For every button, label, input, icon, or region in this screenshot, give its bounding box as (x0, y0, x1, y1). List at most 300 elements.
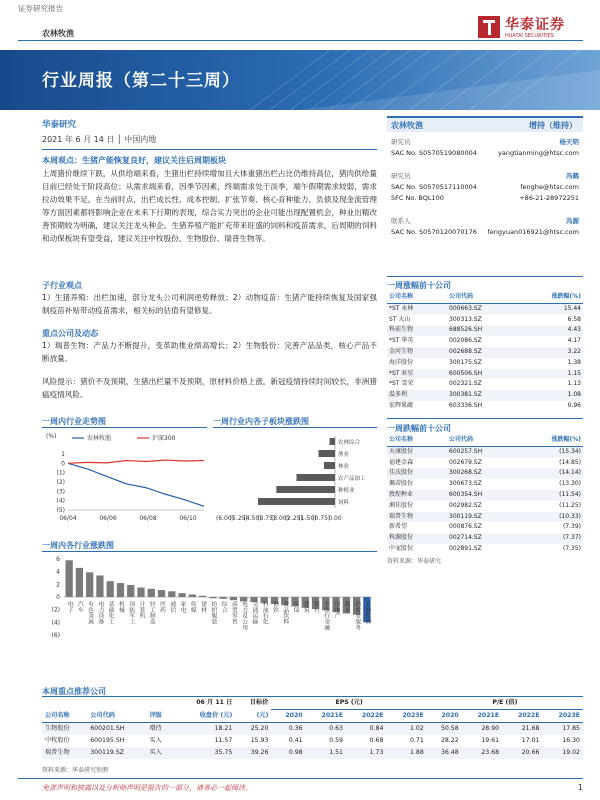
picks-cell: 买入 (146, 747, 173, 759)
bar (319, 450, 336, 457)
table-cell: (7.39) (562, 523, 581, 531)
category-label: 电子 (66, 601, 73, 613)
y-tick-label: 0 (56, 594, 60, 601)
table-cell: 000876.SZ (449, 523, 482, 531)
picks-cell: 600195.SH (90, 737, 125, 744)
table-cell: 002679.SZ (449, 458, 482, 466)
legend-label: 农林牧渔 (87, 435, 112, 442)
column-header: 公司代码 (447, 292, 519, 303)
trend-title-line (42, 427, 207, 428)
table-cell: 宏辉果蔬 (389, 401, 414, 409)
table-cell: (11.25) (559, 501, 581, 509)
analyst-sac: SAC No. S0570519080004 (391, 149, 477, 157)
category-label: 非银行金融 (322, 601, 329, 630)
table-row (387, 490, 583, 501)
losers-divider (387, 418, 583, 419)
category-label: 基础化工 (107, 601, 114, 625)
picks-header-row (42, 710, 583, 723)
picks-source: 资料来源：华泰研究预测 (42, 767, 109, 774)
bar (76, 568, 83, 597)
analyst-role: 研究员 (391, 172, 411, 180)
table-cell: 600257.SH (447, 446, 519, 457)
picks-cell: 35.75 (173, 747, 235, 759)
table-cell: *ST 亚星 (387, 369, 447, 380)
title-banner (0, 50, 600, 110)
y-tick-label: (2) (56, 479, 65, 486)
bar (189, 594, 196, 597)
logo-subtext: HUATAI SECURITIES (505, 33, 554, 39)
y-tick-label: (5) (56, 507, 65, 514)
table-cell: 1.38 (567, 358, 581, 366)
picks-cell: 21.68 (502, 723, 542, 736)
picks-cell: 0.68 (369, 737, 384, 744)
picks-column-header: 2020 (271, 710, 305, 723)
table-cell: 湘佳股份 (389, 501, 414, 509)
picks-cell: 0.36 (271, 723, 305, 736)
y-tick-label: 2 (56, 581, 60, 589)
disclaimer: 免责声明和披露以及分析师声明是报告的一部分，请务必一起阅读。 (42, 784, 252, 792)
table-row (387, 522, 583, 533)
category-label: 煤炭 (343, 601, 350, 613)
category-label: 国防军工 (127, 601, 134, 625)
picks-column-header: 收盘价 (元) (173, 710, 235, 723)
subsector-text: 1）生猪养殖：出栏加速，部分龙头公司利润逆势释放；2）动物疫苗：生猪产能持续恢复及国家强制疫苗补贴带动疫苗需求，相关标的估值有望修复。 (42, 293, 377, 315)
x-tick-label: 06/04 (59, 515, 77, 522)
industry-chart-title: 一周内各行业涨跌图 (42, 541, 114, 550)
y-tick-label: (4) (56, 497, 65, 505)
table-row (387, 358, 583, 369)
table-cell: 300381.SZ (447, 390, 519, 401)
table-cell: 603336.SH (449, 401, 483, 409)
picks-column-header: 2023E (542, 710, 583, 723)
picks-cell: 0.63 (306, 723, 346, 736)
table-row (387, 303, 583, 314)
category-label: 石油石化 (261, 601, 268, 625)
logo-mark-icon (478, 16, 500, 38)
category-label: 医药 (158, 601, 165, 613)
picks-cell: 0.41 (288, 737, 303, 744)
picks-column-header: 2022E (346, 710, 386, 723)
table-cell: 002688.SZ (447, 347, 519, 358)
analyst-role: 联系人 (391, 217, 411, 225)
category-label: 商贸零售 (230, 601, 237, 625)
picks-column-header: 2021E (462, 710, 502, 723)
bar (276, 486, 335, 493)
picks-cell: 300119.SZ (87, 747, 146, 759)
view-text: 上周猪价继续下跌，从供给端来看，生猪出栏持续增加且大体重猪出栏占比仍维持高位，猪肉供给量目前已经处于阶段高位；从需求端来看，因季节因素，终端需求处于淡季，端午假期需求较弱，需求拉动效果不足。在当前时点，出栏成长性、成本控制、扩张节奏、核心育种能力、负债及现金流管理等方面因素都将影响企业在未来下行期的表现，综合实力突出的企业可能出现配置机会，种业出精改善预期较为明确，建议关注龙头种企。生猪养殖产能扩充带来旺盛的饲料和疫苗需求，后周期的饲料和动保板块有望受益，建议关注中牧股份、生物股份、瑞普生物等。 (42, 169, 377, 243)
x-tick-label: (3.75) (257, 515, 276, 522)
gainers-table (387, 292, 583, 412)
picks-column-header: 2023E (386, 710, 426, 723)
table-cell: 002891.SZ (449, 544, 482, 552)
table-cell: *ST 华英 (389, 337, 414, 345)
analyst-contact: fengyuan016921@htsc.com (487, 228, 579, 236)
picks-cell: 生物股份 (42, 723, 87, 736)
table-cell: 1.15 (519, 369, 584, 380)
risk-text: 风险提示：猪价不及预期，生猪出栏量不及预期，原材料价格上涨，新冠疫情持续时间较长，非洲猪瘟疫情风险。 (42, 377, 377, 399)
bar (209, 597, 216, 598)
category-label: 机械 (117, 601, 124, 613)
table-cell: 温多利 (387, 390, 447, 401)
bar (297, 474, 336, 481)
page-number: 1 (577, 783, 583, 792)
x-tick-label: 06/06 (99, 515, 117, 522)
picks-cell: 买入 (149, 737, 162, 744)
bar (137, 588, 144, 598)
subsector-title: 子行业观点 (42, 281, 82, 290)
analyst-contact: fenghe@htsc.com (520, 183, 579, 191)
picks-cell: 1.51 (306, 747, 346, 759)
trend-chart (42, 430, 210, 530)
bar (148, 589, 155, 597)
analyst-sfc-row (387, 193, 583, 204)
picks-cell: 1.02 (386, 723, 426, 736)
table-cell: 15.44 (519, 303, 584, 314)
analyst-phone: +86-21-28972251 (519, 194, 579, 202)
logo-text: 华泰证券 (505, 17, 565, 33)
bar (127, 585, 134, 597)
trend-chart-title: 一周内行业走势图 (42, 417, 106, 426)
analyst-sac-row (387, 227, 583, 238)
table-cell: (7.35) (562, 544, 581, 552)
picks-header-cell: 目标价 (249, 699, 269, 707)
category-label: 传媒 (189, 601, 196, 613)
category-label: 渔业 (338, 452, 350, 458)
picks-column-header: 2022E (502, 710, 542, 723)
table-row (387, 369, 583, 380)
analyst-role-row (387, 216, 583, 227)
picks-column-header: 公司代码 (87, 710, 146, 723)
table-cell: (14.85) (559, 458, 581, 466)
category-label: 钢铁 (271, 601, 278, 613)
table-cell: 300119.SZ (447, 512, 519, 523)
picks-cell: 50.58 (427, 723, 462, 736)
view-title: 本周观点：生猪产能恢复良好，建议关注后周期板块 (42, 156, 226, 165)
picks-column-header: 公司名称 (42, 710, 87, 723)
analyst-sac: SAC No. S0570517110004 (391, 183, 477, 191)
category-label: 电力设备 (96, 601, 103, 625)
footer-divider (18, 778, 583, 779)
bar (178, 593, 185, 597)
table-cell: 002321.SZ (449, 380, 482, 388)
x-tick-label: (6.00) (215, 515, 235, 522)
category-label: 消费者服务 (353, 601, 360, 630)
bar (117, 583, 124, 597)
table-row (387, 446, 583, 457)
subsector-title-line (213, 427, 377, 428)
table-cell: 002086.SZ (449, 337, 482, 345)
table-cell: (7.37) (519, 533, 584, 544)
category-label: 建筑 (302, 601, 309, 613)
table-cell: 瑞普生物 (387, 512, 447, 523)
analyst-sfc: SFC No. BQL100 (391, 194, 444, 202)
table-cell: 福建金森 (389, 458, 414, 466)
category-label: 计算机 (138, 601, 144, 619)
y-tick-label: 6 (56, 556, 60, 563)
analyst-sac: SAC No. S0570120070176 (391, 228, 477, 236)
picks-row (42, 735, 583, 747)
picks-header-cell: P/E (倍) (427, 697, 583, 710)
picks-header-cell: 06 月 11 日 (196, 699, 233, 707)
sector-label: 农林牧渔 (42, 29, 74, 38)
analyst-role-row (387, 171, 583, 182)
picks-cell: 1.73 (346, 747, 386, 759)
table-row (387, 479, 583, 490)
analyst-sac-row (387, 182, 583, 193)
table-cell: 佳沃股份 (387, 468, 447, 479)
picks-cell: 中牧股份 (45, 737, 70, 744)
category-label: 林业 (338, 464, 350, 470)
table-cell: *ST 雪荣 (389, 380, 414, 388)
picks-cell: 0.98 (271, 747, 305, 759)
table-cell: (10.33) (519, 512, 584, 523)
y-tick-label: 0 (61, 460, 65, 468)
series-line (68, 460, 204, 463)
picks-cell: 11.57 (214, 737, 233, 744)
table-row (387, 379, 583, 390)
analyst-name: 冯鹤 (566, 172, 579, 180)
category-label: 交通运输 (250, 601, 257, 625)
bar (96, 575, 103, 597)
bar (107, 581, 114, 597)
picks-cell: 17.01 (521, 737, 540, 744)
table-cell: 300673.SZ (449, 480, 482, 488)
bar (66, 560, 73, 597)
picks-cell: 0.84 (346, 723, 386, 736)
x-tick-label: (2.25) (284, 515, 303, 522)
x-tick-label: 06/10 (179, 515, 197, 522)
x-tick-label: (4.50) (243, 515, 262, 522)
losers-table (387, 435, 583, 555)
category-label: 轻工制造 (148, 601, 155, 625)
rating-sector: 农林牧渔 (391, 121, 423, 130)
column-header: 公司名称 (387, 292, 447, 303)
category-label: 环保 (292, 601, 298, 613)
x-tick-label: 0.00 (328, 515, 342, 522)
category-label: 农林牧渔 (363, 601, 370, 625)
x-tick-label: (3.00) (270, 515, 290, 522)
picks-title: 本周重点推荐公司 (42, 687, 106, 696)
series-line (68, 463, 204, 506)
category-label: 饲料 (338, 500, 350, 506)
table-row (387, 325, 583, 336)
table-cell: 600354.SH (447, 490, 519, 501)
company-text: 1）瑞普生物：产品力不断提升，变革助推业绩高增长；2）生物股份：完善产品品类，核心产品不断放量。 (42, 341, 377, 363)
table-row (387, 544, 583, 555)
report-date: 2021 年 6 月 14 日 │ 中国内地 (42, 135, 157, 144)
table-cell: 002714.SZ (447, 533, 519, 544)
y-tick-label: (4) (51, 619, 60, 627)
table-cell: (13.30) (559, 480, 581, 488)
picks-cell: 36.48 (427, 747, 462, 759)
picks-cell: 0.59 (329, 737, 343, 744)
picks-header-row (42, 697, 583, 710)
table-cell: 1.13 (567, 380, 581, 388)
table-cell: 4.43 (519, 325, 584, 336)
category-label: 纺织服装 (209, 601, 216, 625)
table-row (387, 336, 583, 347)
y-axis-unit: (%) (46, 433, 57, 440)
losers-source: 资料来源：华泰研究 (387, 558, 442, 565)
analyst-role: 研究员 (391, 138, 411, 146)
table-cell: 300313.SZ (449, 315, 482, 323)
legend-label: 沪深300 (152, 435, 176, 442)
picks-header-cell (42, 697, 173, 710)
picks-cell: 18.21 (173, 723, 235, 736)
bar (158, 590, 165, 597)
table-row (387, 501, 583, 512)
y-tick-label: (2) (51, 606, 60, 614)
table-row (387, 401, 583, 412)
y-tick-label: 4 (56, 568, 60, 576)
table-row (387, 458, 583, 469)
analyst-name: 杨天明 (559, 138, 579, 146)
picks-column-header: 2020 (427, 710, 462, 723)
subsector-chart-title: 一周行业内各子板块涨跌图 (213, 417, 309, 426)
analyst-contact: yangtianming@htsc.com (498, 149, 579, 157)
company-logo (478, 14, 588, 42)
industry-chart (42, 553, 377, 675)
picks-cell: 增持 (146, 723, 173, 736)
page-title: 行业周报（第二十三周） (42, 71, 240, 91)
category-label: 电力及公用 (240, 601, 247, 630)
picks-header-cell: EPS (元) (271, 697, 426, 710)
picks-cell: 600201.SH (87, 723, 146, 736)
table-cell: 002982.SZ (449, 501, 482, 509)
table-row (387, 347, 583, 358)
bar (199, 596, 206, 597)
bar (324, 462, 335, 469)
table-cell: 科前生物 (387, 325, 447, 336)
x-tick-label: 06/08 (139, 515, 157, 522)
table-cell: 海洋股份 (389, 358, 414, 366)
y-tick-label: (1) (56, 469, 65, 477)
table-cell: 1.08 (519, 390, 584, 401)
table-cell: (14.14) (519, 468, 584, 479)
picks-row (42, 747, 583, 759)
table-cell: 金河生物 (387, 347, 447, 358)
category-label: 银行 (312, 601, 319, 613)
table-row (387, 315, 583, 326)
x-tick-label: (1.50) (298, 515, 317, 522)
picks-column-header: 评级 (146, 710, 173, 723)
category-label: 通信 (168, 601, 175, 613)
table-cell: 中宠股份 (389, 544, 414, 552)
table-row (387, 468, 583, 479)
bar (230, 597, 237, 600)
category-label: 房地产 (333, 601, 340, 619)
table-cell: (11.54) (519, 490, 584, 501)
category-label: 综合 (220, 601, 227, 613)
table-cell: 新希望 (389, 523, 408, 531)
table-cell: 000663.SZ (447, 303, 519, 314)
table-row (387, 390, 583, 401)
picks-cell: 28.22 (440, 737, 459, 744)
column-header: 涨跌幅(%) (519, 292, 584, 303)
org-label: 华泰研究 (42, 120, 77, 130)
category-label: 有色金属 (86, 601, 93, 625)
picks-table (42, 697, 583, 759)
y-tick-label: 1 (61, 451, 65, 458)
category-label: 家电 (179, 601, 186, 613)
picks-column-header: (元) (235, 710, 271, 723)
bar (330, 438, 336, 445)
category-label: 种植业 (338, 488, 355, 494)
picks-cell: 19.02 (542, 747, 583, 759)
bar (168, 591, 175, 597)
column-header: 公司名称 (387, 435, 447, 446)
losers-title: 一周跌幅前十公司 (387, 424, 451, 433)
picks-row (42, 723, 583, 736)
analyst-role-row (387, 137, 583, 148)
x-tick-label: (0.75) (312, 515, 331, 522)
table-cell: 600506.SH (447, 369, 519, 380)
picks-cell: 23.68 (462, 747, 502, 759)
bar (220, 597, 227, 599)
table-cell: 6.58 (567, 315, 581, 323)
picks-cell: 17.85 (542, 723, 583, 736)
industry-title-line (42, 551, 377, 552)
x-tick-label: (5.25) (229, 515, 248, 522)
picks-cell: 1.88 (386, 747, 426, 759)
picks-cell: 0.71 (410, 737, 424, 744)
rating-value: 增持（维持） (529, 121, 577, 130)
subsector-chart (210, 430, 380, 530)
picks-cell: 25.20 (235, 723, 271, 736)
table-cell: *ST 永林 (387, 303, 447, 314)
left-divider (42, 149, 377, 150)
table-cell: 科源股份 (387, 533, 447, 544)
category-label: 建材 (199, 601, 206, 613)
table-cell: 3.22 (519, 347, 584, 358)
gainers-divider (387, 276, 583, 277)
table-row (387, 533, 583, 544)
report-type-label: 证券研究报告 (18, 4, 63, 13)
table-cell: (15.34) (519, 446, 584, 457)
column-header: 公司代码 (447, 435, 519, 446)
picks-cell: 20.66 (502, 747, 542, 759)
picks-cell: 16.30 (562, 737, 580, 744)
table-cell: 敦煌种业 (387, 490, 447, 501)
table-row (387, 512, 583, 523)
picks-cell: 15.93 (250, 737, 269, 744)
y-tick-label: (6) (51, 632, 60, 639)
table-cell: 天康股份 (387, 446, 447, 457)
analyst-name: 冯源 (566, 217, 579, 225)
company-title: 重点公司及动态 (42, 329, 98, 338)
category-label: 汽车 (76, 601, 83, 613)
category-label: 农产品加工 (338, 476, 366, 482)
bar (86, 572, 93, 597)
picks-cell: 瑞普生物 (42, 747, 87, 759)
rating-box (387, 116, 583, 132)
analyst-sac-row (387, 148, 583, 159)
table-cell: 0.96 (567, 401, 581, 409)
picks-cell: 28.90 (462, 723, 502, 736)
category-label: 食品饮料 (281, 601, 288, 625)
y-tick-label: (3) (56, 488, 65, 496)
category-label: 农林综合 (338, 440, 361, 446)
picks-column-header: 2021E (306, 710, 346, 723)
table-cell: 300175.SZ (449, 358, 482, 366)
table-cell: ST 大山 (389, 315, 411, 323)
column-header: 涨跌幅(%) (519, 435, 584, 446)
table-header-row (387, 292, 583, 303)
gainers-title: 一周涨幅前十公司 (387, 281, 451, 290)
table-cell: 300268.SZ (447, 468, 519, 479)
table-cell: 4.17 (567, 337, 581, 345)
table-header-row (387, 435, 583, 446)
